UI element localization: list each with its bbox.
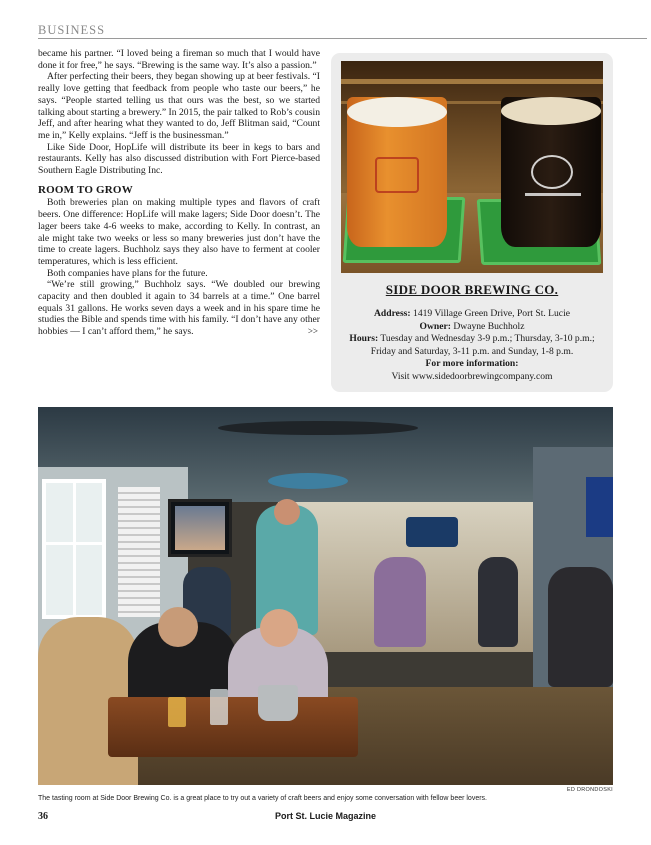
address-line [341, 308, 603, 321]
television [168, 499, 232, 557]
article-paragraph-text: “We’re still growing,” Buchholz says. “We doubled our brewing capacity and then doubled it again to 34 barrels at a time.” One barrel equals 31 gallons. He works seven days a week and in his spare time he studies the Bible and spends time with his family. “I don’t have any other hobbies — I can’t afford them,” he says. [38, 279, 320, 338]
article-paragraph: Both companies have plans for the future. [47, 267, 208, 279]
more-info-label [341, 358, 603, 371]
hours-value: Tuesday and Wednesday 3-9 p.m.; Thursday, 3-10 p.m.; Friday and Saturday, 3-11 p.m. and Sunday, 1-8 p.m. [370, 333, 595, 357]
tasting-room-photo [38, 407, 613, 785]
window [42, 479, 106, 619]
magazine-name: Port St. Lucie Magazine [274, 811, 377, 821]
article-paragraph: After perfecting their beers, they began showing up at beer festivals. “I really love getting that feedback from people who taste our beers,” he says. “People started telling us that ours was the best, so we started talking about starting a brewery.” In 2015, the pair talked to Rob’s cousin Jeff, and after hearing what they wanted to do, Jeff Blitman said, “Count me in,” Kelly explains. “Jeff is the businessman.” [38, 71, 320, 141]
amber-beer-glass [347, 97, 447, 247]
article-subhead: ROOM TO GROW [38, 183, 133, 196]
ceiling-fan [218, 421, 418, 435]
sidebar-title: SIDE DOOR BREWING CO. [385, 282, 559, 297]
back-tv [406, 517, 458, 547]
wall-poster [586, 477, 613, 537]
section-label: BUSINESS [38, 23, 106, 37]
owner-label: Owner: [419, 320, 451, 332]
hours-label: Hours: [349, 333, 379, 344]
beer-glasses-photo [341, 61, 603, 273]
more-info-label-text: For more information: [425, 358, 519, 369]
info-sidebar [331, 53, 613, 392]
owner-value: Dwayne Buchholz [453, 320, 525, 332]
page-number: 36 [38, 811, 48, 822]
article-paragraph [38, 279, 320, 338]
photo-credit: ED DRONDOSKI [566, 787, 613, 793]
hours-line [341, 333, 603, 358]
surfboard-decor [268, 473, 348, 489]
article-paragraph: Like Side Door, HopLife will distribute its beer in kegs to bars and restaurants. Kelly has also discussed distribution with Fort Pierce-based Southern Eagle Distributing Inc. [38, 141, 320, 177]
bar-table [108, 697, 358, 757]
continued-marker: >> [307, 326, 318, 337]
article-paragraph: Both breweries plan on making multiple types and flavors of craft beers. One difference: HopLife will make lagers; Side Door doesn’t. The lager beers take 4-6 weeks to make, according to Kelly. In contrast, an ale might take two weeks or less so many breweries just don’t have the time to create lagers. Buchholz says they also have to ferment at cooler temperatures, which is less efficient. [38, 197, 320, 267]
header-rule [38, 38, 647, 39]
address-label: Address: [374, 308, 411, 319]
sidebar-info [341, 308, 603, 383]
ice-bucket [258, 685, 298, 721]
owner-line [341, 321, 603, 334]
article-body [38, 48, 320, 338]
website-line: Visit www.sidedoorbrewingcompany.com [391, 370, 553, 382]
dark-beer-glass [501, 97, 601, 247]
photo-caption: The tasting room at Side Door Brewing Co. is a great place to try out a variety of craft beers and enjoy some conversation with fellow beer lovers. [38, 795, 487, 802]
article-paragraph: became his partner. “I loved being a fireman so much that I would have done it for free,” he says. “Brewing is the same way. It’s also a passion.” [38, 48, 320, 71]
address-value: 1419 Village Green Drive, Port St. Lucie [413, 308, 570, 319]
window-shutter [118, 487, 160, 617]
